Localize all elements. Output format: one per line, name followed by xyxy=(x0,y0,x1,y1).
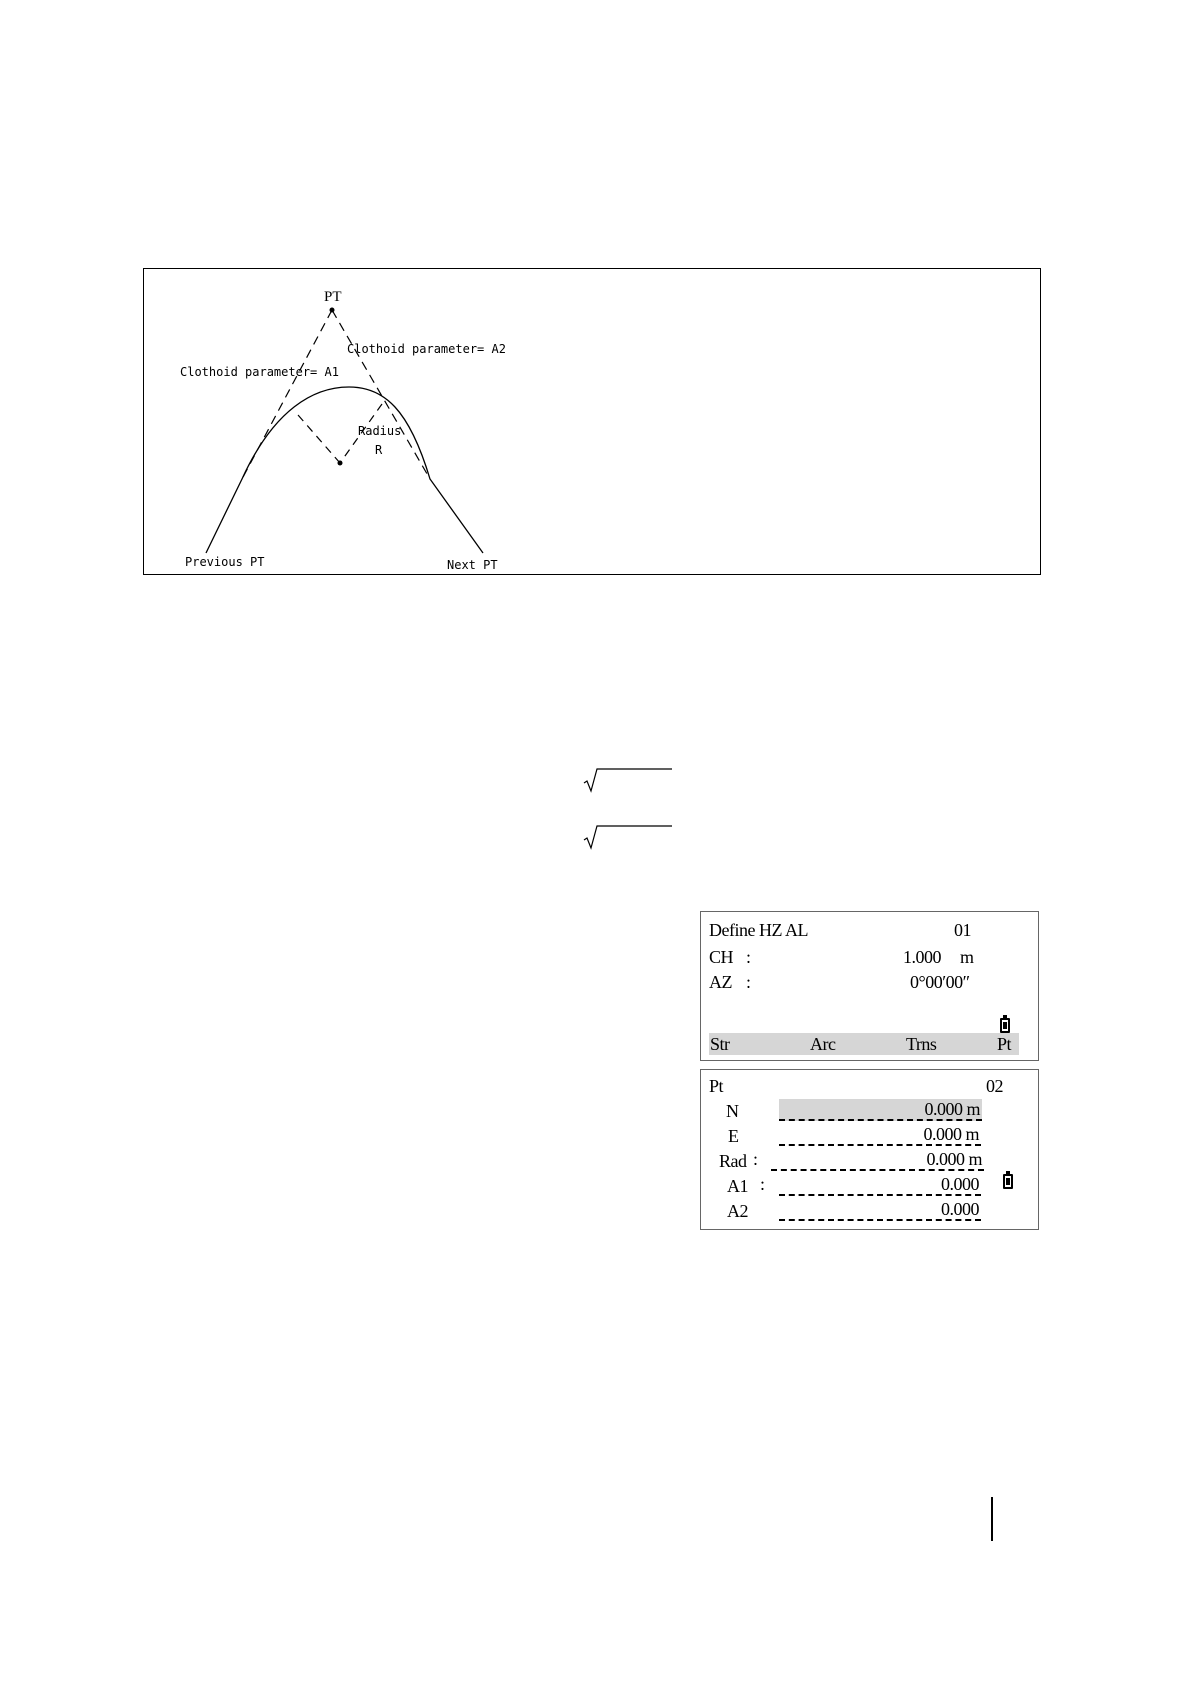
rad-field[interactable] xyxy=(771,1149,984,1171)
a1-label: A1 xyxy=(727,1176,748,1196)
alignment-curve xyxy=(206,387,483,553)
a1-value: 0.000 xyxy=(941,1174,979,1194)
e-label: E xyxy=(728,1126,739,1146)
a1-field[interactable] xyxy=(779,1174,981,1196)
a2-label: A2 xyxy=(727,1201,748,1221)
center-point xyxy=(338,461,343,466)
e-value: 0.000 m xyxy=(923,1124,979,1144)
page-marker-bar xyxy=(991,1497,993,1541)
a2-field[interactable] xyxy=(779,1199,981,1221)
square-root-sign-1 xyxy=(582,765,682,795)
clothoid-diagram xyxy=(144,269,1042,576)
softkey-pt[interactable]: Pt xyxy=(997,1034,1012,1054)
ch-unit: m xyxy=(960,947,974,967)
screen-title: Pt xyxy=(709,1076,724,1096)
softkey-trns[interactable]: Trns xyxy=(906,1034,937,1054)
define-hz-al-screen xyxy=(700,911,1039,1061)
pt-label: PT xyxy=(324,289,342,305)
r-label: R xyxy=(375,443,383,457)
battery-icon xyxy=(1003,1174,1013,1189)
n-value: 0.000 m xyxy=(924,1099,980,1119)
radius-label: Radius xyxy=(358,424,402,438)
screen-title: Define HZ AL xyxy=(709,920,808,940)
az-label: AZ xyxy=(709,972,732,992)
previous-pt-label: Previous PT xyxy=(185,555,265,569)
softkey-str[interactable]: Str xyxy=(710,1034,730,1054)
ch-separator: : xyxy=(746,947,751,967)
e-field[interactable] xyxy=(779,1124,981,1146)
page-number: 01 xyxy=(954,920,971,940)
ch-value[interactable]: 1.000 xyxy=(903,947,941,967)
square-root-sign-2 xyxy=(582,822,682,852)
radius-line-left xyxy=(298,415,340,463)
az-separator: : xyxy=(746,972,751,992)
figure-frame xyxy=(143,268,1041,575)
battery-icon xyxy=(1000,1018,1010,1033)
a2-value: 0.000 xyxy=(941,1199,979,1219)
az-value[interactable]: 0°00′00″ xyxy=(910,972,970,992)
next-pt-label: Next PT xyxy=(447,558,498,572)
rad-label: Rad xyxy=(719,1151,747,1171)
clothoid-a1-label: Clothoid parameter= A1 xyxy=(180,365,339,379)
pt-screen xyxy=(700,1069,1039,1230)
clothoid-a2-label: Clothoid parameter= A2 xyxy=(347,342,506,356)
softkey-bar xyxy=(709,1033,1019,1055)
pt-point xyxy=(330,308,335,313)
softkey-arc[interactable]: Arc xyxy=(810,1034,836,1054)
n-label: N xyxy=(726,1101,739,1121)
a1-separator: : xyxy=(760,1174,765,1194)
rad-separator: : xyxy=(753,1149,758,1169)
page-number: 02 xyxy=(986,1076,1003,1096)
rad-value: 0.000 m xyxy=(926,1149,982,1169)
n-field[interactable] xyxy=(779,1099,982,1121)
ch-label: CH xyxy=(709,947,734,967)
